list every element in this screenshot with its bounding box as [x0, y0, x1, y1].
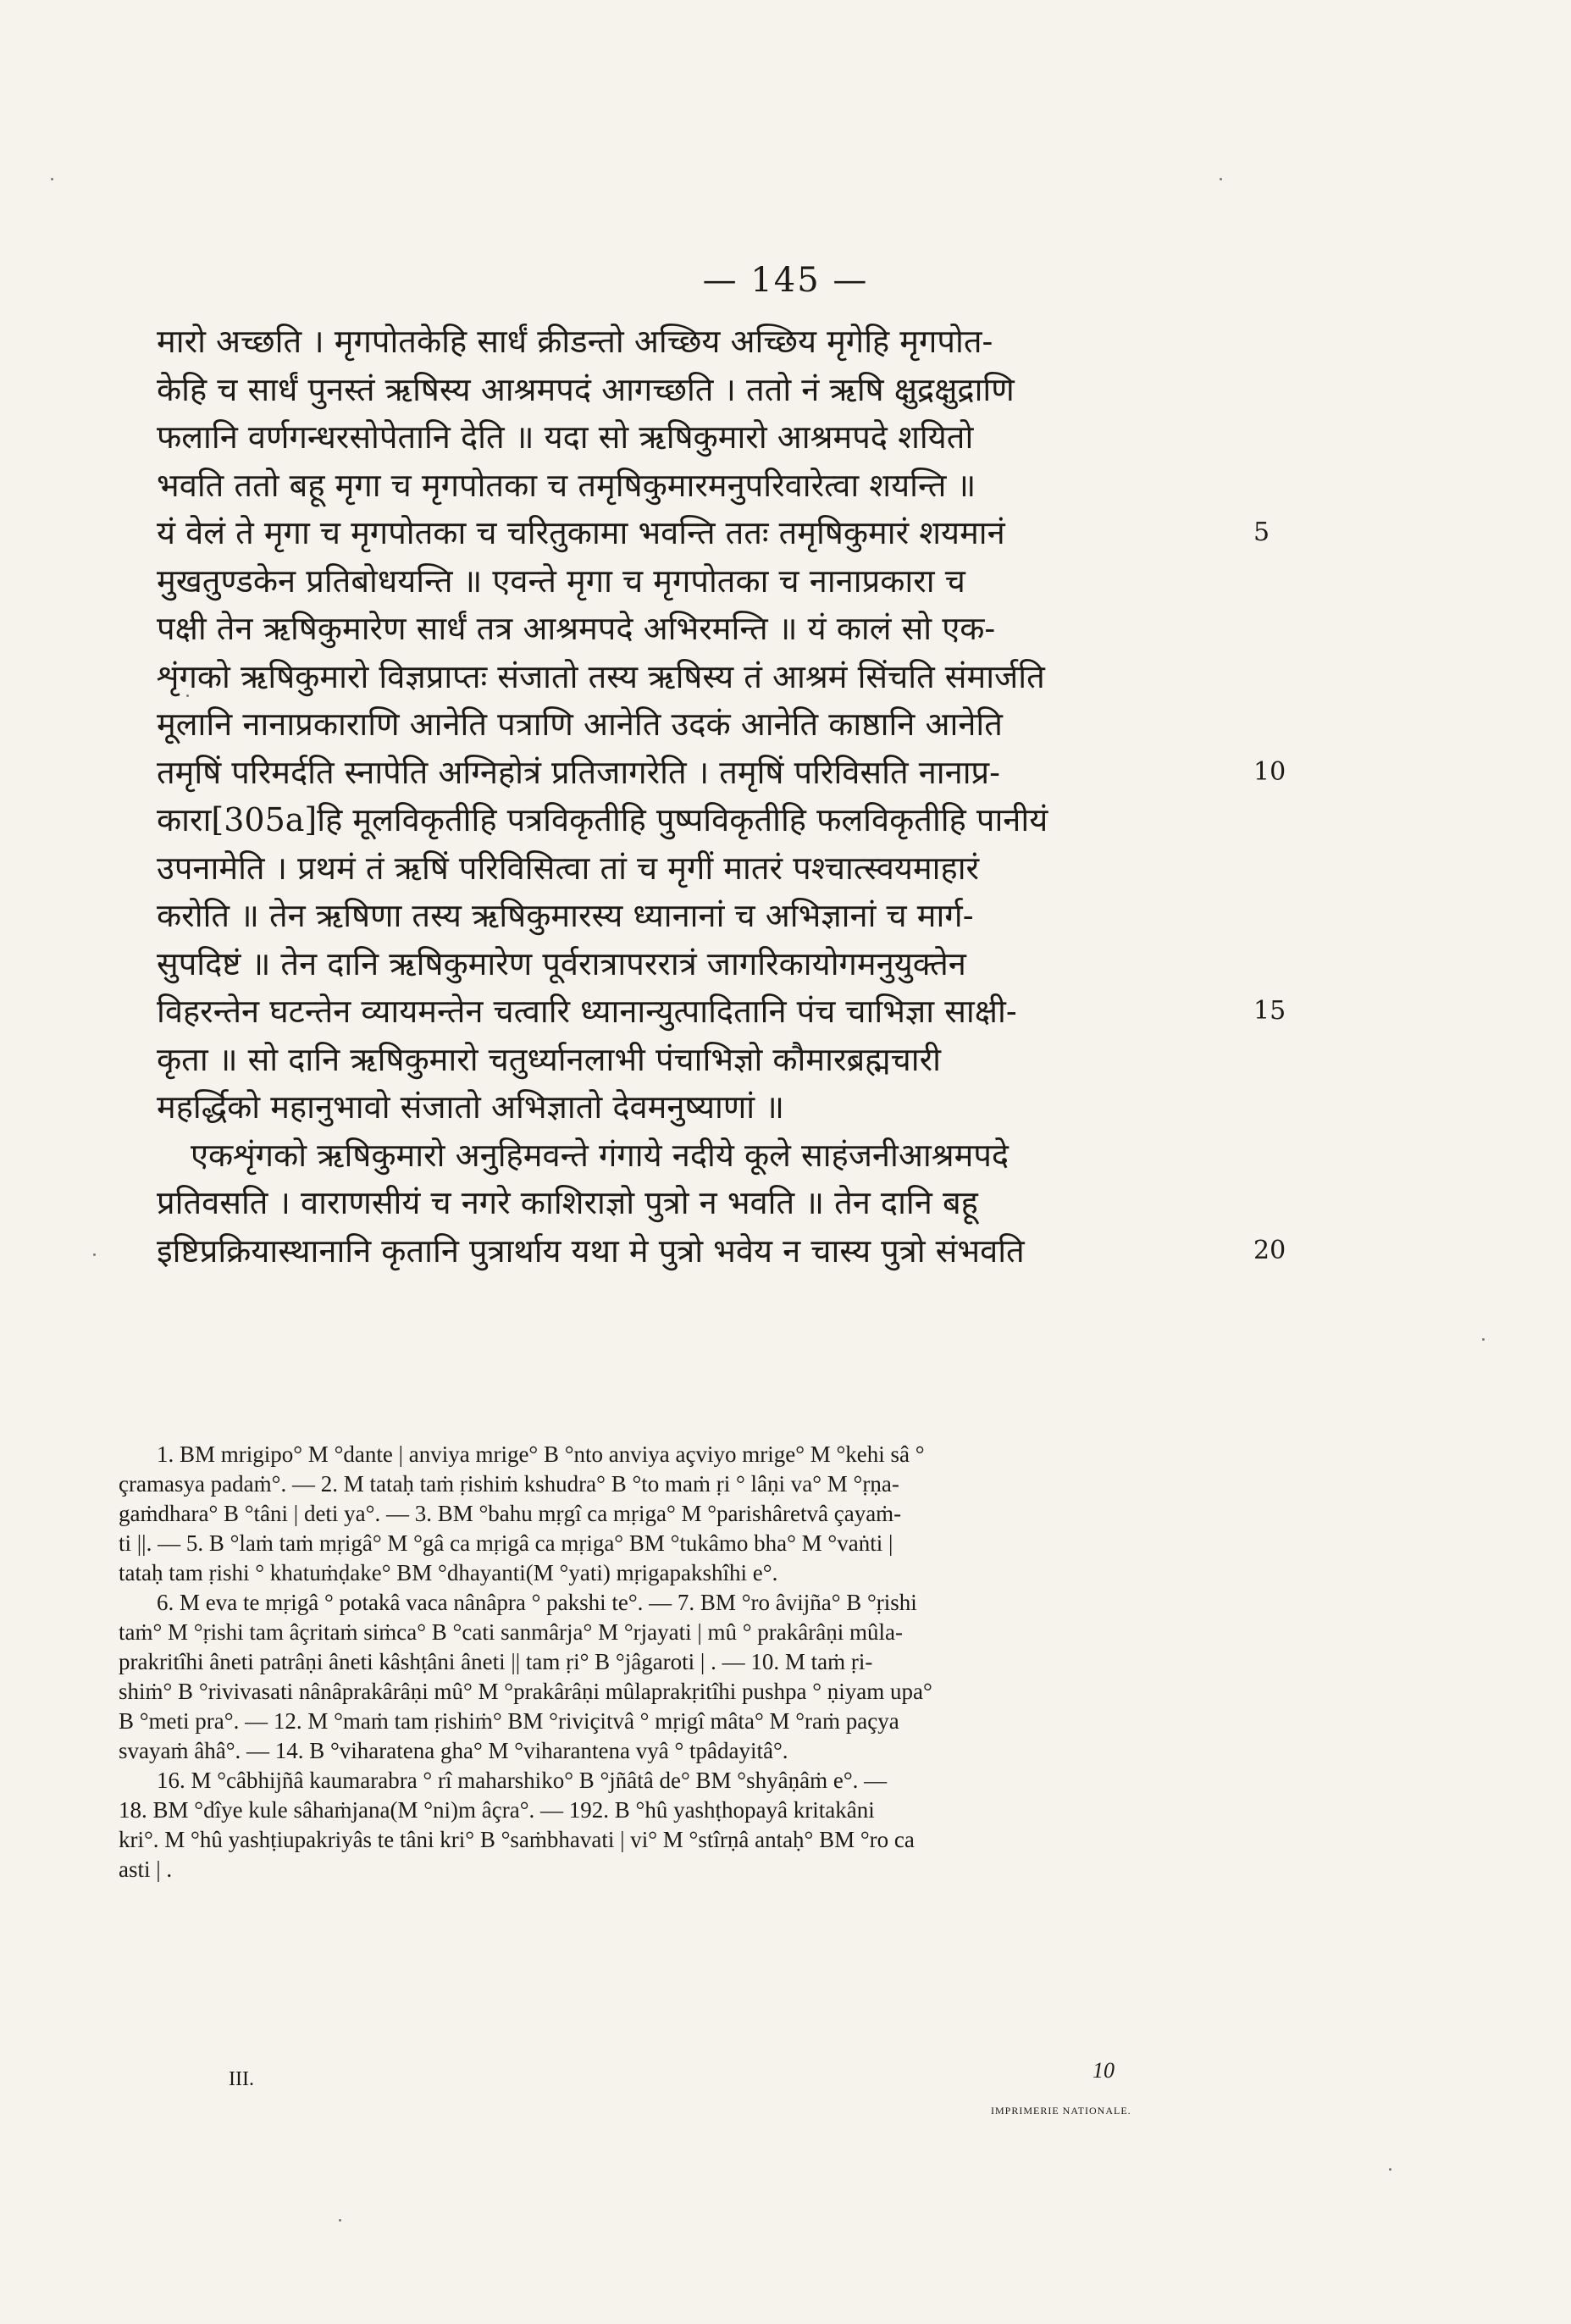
text-line — [157, 988, 1286, 1036]
text-line — [157, 653, 1258, 701]
footnotes — [119, 1440, 1245, 1884]
text-line-content: प्रतिवसति । वाराणसीयं च नगरे काशिराज्ञो पुत्रो न भवति ॥ तेन दानि बहू — [157, 1184, 978, 1221]
paper-speck — [186, 694, 189, 697]
text-line — [157, 796, 1258, 844]
text-line — [157, 557, 1258, 606]
text-line-content: शृंगको ऋषिकुमारो विज्ञप्राप्तः संजातो तस्य ऋषिस्य तं आश्रमं सिंचति संमार्जति — [157, 657, 1045, 695]
text-line-content: मुखतुण्डकेन प्रतिबोधयन्ति ॥ एवन्ते मृगा च मृगपोतका च नानाप्रकारा च — [157, 562, 965, 600]
signature-mark: III. — [229, 2068, 254, 2090]
page-number: — 145 — — [702, 261, 869, 300]
text-line-content: केहि च सार्धं पुनस्तं ऋषिस्य आश्रमपदं आगच्छति । ततो नं ऋषि क्षुद्रक्षुद्राणि — [157, 370, 1015, 408]
footnote-line: prakritîhi âneti patrâṇi âneti kâshṭâni âneti || tam ṛi° B °jâgaroti | . — 10. M taṁ ṛi- — [119, 1649, 873, 1674]
text-line — [157, 749, 1286, 797]
text-line — [157, 1179, 1258, 1227]
text-line-content: पक्षी तेन ऋषिकुमारेण सार्धं तत्र आश्रमपदे अभिरमन्ति ॥ यं कालं सो एक- — [157, 610, 996, 647]
text-line-content: इष्टिप्रक्रियास्थानानि कृतानि पुत्रार्थाय यथा मे पुत्रो भवेय न चास्य पुत्रो संभवति — [157, 1231, 1025, 1270]
text-line — [157, 318, 1258, 366]
text-line-content: तमृषिं परिमर्दति स्नापेति अग्निहोत्रं प्रतिजागरेति । तमृषिं परिविसति नानाप्र- — [157, 753, 1001, 791]
text-line-content: करोति ॥ तेन ऋषिणा तस्य ऋषिकुमारस्य ध्यानानां च अभिज्ञानां च मार्ग- — [157, 897, 974, 934]
footnote-line: taṁ° M °ṛishi tam âçritaṁ siṁca° B °cati sanmârja° M °rjayati | mû ° prakârâṇi mûla- — [119, 1619, 903, 1645]
text-line — [157, 1083, 1258, 1132]
footnote-line: asti | . — [119, 1856, 173, 1882]
text-line-content: मारो अच्छति । मृगपोतकेहि सार्धं क्रीडन्तो अच्छिय अच्छिय मृगेहि मृगपोत- — [157, 323, 993, 360]
text-line-content: विहरन्तेन घटन्तेन व्यायमन्तेन चत्वारि ध्यानान्युत्पादितानि पंच चाभिज्ञा साक्षी- — [157, 993, 1017, 1030]
text-line-content: भवति ततो बहू मृगा च मृगपोतका च तमृषिकुमारमनुपरिवारेत्वा शयन्ति ॥ — [157, 466, 976, 504]
footnote-line: 16. M °câbhijñâ kaumarabra ° rî maharshiko° B °jñâtâ de° BM °shyâṇâṁ e°. — — [157, 1768, 888, 1793]
footnote-line: 18. BM °dîye kule sâhaṁjana(M °ni)m âçra°. — 192. B °hû yashṭhopayâ kritakâni — [119, 1797, 875, 1823]
text-line-content: उपनामेति । प्रथमं तं ऋषिं परिविसित्वा तां च मृगीं मातरं पश्चात्स्वयमाहारं — [157, 849, 980, 887]
footnote-line: çramasya padaṁ°. — 2. M tataḥ taṁ ṛishiṁ kshudra° B °to maṁ ṛi ° lâṇi va° M °ṛṇa- — [119, 1471, 899, 1497]
footnote-line: svayaṁ âhâ°. — 14. B °viharatena gha° M °viharantena vyâ ° tpâdayitâ°. — [119, 1738, 788, 1763]
text-line — [157, 940, 1258, 988]
text-line — [157, 700, 1258, 749]
text-line — [157, 1227, 1286, 1275]
text-line — [157, 413, 1258, 462]
text-line — [157, 366, 1258, 414]
paper-speck — [1389, 2168, 1391, 2171]
text-line — [157, 1036, 1258, 1084]
text-line — [157, 462, 1258, 510]
paper-speck — [93, 1253, 96, 1256]
text-line-content: कृता ॥ सो दानि ऋषिकुमारो चतुर्ध्यानलाभी पंचाभिज्ञो कौमारब्रह्मचारी — [157, 1040, 941, 1078]
text-line-content: फलानि वर्णगन्धरसोपेतानि देति ॥ यदा सो ऋषिकुमारो आश्रमपदे शयितो — [157, 418, 974, 456]
text-line — [157, 1132, 1258, 1180]
line-number: 10 — [1253, 756, 1286, 787]
text-line-content: सुपदिष्टं ॥ तेन दानि ऋषिकुमारेण पूर्वरात्रापररात्रं जागरिकायोगमनुयुक्तेन — [157, 944, 966, 982]
line-number: 15 — [1253, 996, 1286, 1026]
line-number: 20 — [1253, 1235, 1286, 1265]
text-line-content: एकशृंगको ऋषिकुमारो अनुहिमवन्ते गंगाये नदीये कूले साहंजनीआश्रमपदे — [191, 1136, 1010, 1174]
footnote-line: tataḥ tam ṛishi ° khatuṁḍake° BM °dhayanti(M °yati) mṛigapakshîhi e°. — [119, 1560, 778, 1585]
text-line — [157, 844, 1258, 893]
text-line-content: यं वेलं ते मृगा च मृगपोतका च चरितुकामा भवन्ति ततः तमृषिकुमारं शयमानं — [157, 514, 1005, 551]
paper-speck — [339, 2219, 341, 2222]
line-number: 5 — [1253, 517, 1270, 547]
footnote-line: B °meti pra°. — 12. M °maṁ tam ṛishiṁ° BM °riviçitvâ ° mṛigî mâta° M °raṁ paçya — [119, 1708, 899, 1734]
paper-speck — [1482, 1338, 1485, 1341]
paper-speck — [1220, 178, 1222, 180]
main-text — [157, 318, 1286, 1275]
text-line-content: मूलानि नानाप्रकाराणि आनेति पत्राणि आनेति उदकं आनेति काष्ठानि आनेति — [157, 706, 1003, 743]
footnote-line: ti ||. — 5. B °laṁ taṁ mṛigâ° M °gâ ca mṛigâ ca mṛiga° BM °tukâmo bha° M °vaṅti | — [119, 1530, 893, 1556]
footnote-line: 6. M eva te mṛigâ ° potakâ vaca nânâpra ° pakshi te°. — 7. BM °ro âvijña° B °ṛishi — [157, 1590, 917, 1615]
sheet-number: 10 — [1093, 2058, 1115, 2083]
text-line-content: कारा[305a]हि मूलविकृतीहि पत्रविकृतीहि पुष्पविकृतीहि फलविकृतीहि पानीयं — [157, 801, 1048, 838]
footnote-line: 1. BM mrigipo° M °dante | anviya mrige° B °nto anviya açviyo mrige° M °kehi sâ ° — [157, 1441, 925, 1467]
footnote-line: gaṁdhara° B °tâni | deti ya°. — 3. BM °bahu mṛgî ca mṛiga° M °parishâretvâ çayaṁ- — [119, 1501, 902, 1526]
paper-speck — [51, 178, 53, 180]
text-line — [157, 892, 1258, 940]
footnote-line: shiṁ° B °rivivasati nânâprakârâṇi mû° M °prakârâṇi mûlaprakṛitîhi pushpa ° ṇiyam upa° — [119, 1679, 932, 1704]
printer-imprint: IMPRIMERIE NATIONALE. — [991, 2105, 1131, 2116]
footnote-line: kri°. M °hû yashṭiupakriyâs te tâni kri° B °saṁbhavati | vi° M °stîrṇâ antaḥ° BM °ro ca — [119, 1827, 915, 1852]
text-line-content: महर्द्धिको महानुभावो संजातो अभिज्ञातो देवमनुष्याणां ॥ — [157, 1088, 784, 1126]
text-line — [157, 509, 1270, 557]
text-line — [157, 605, 1258, 653]
